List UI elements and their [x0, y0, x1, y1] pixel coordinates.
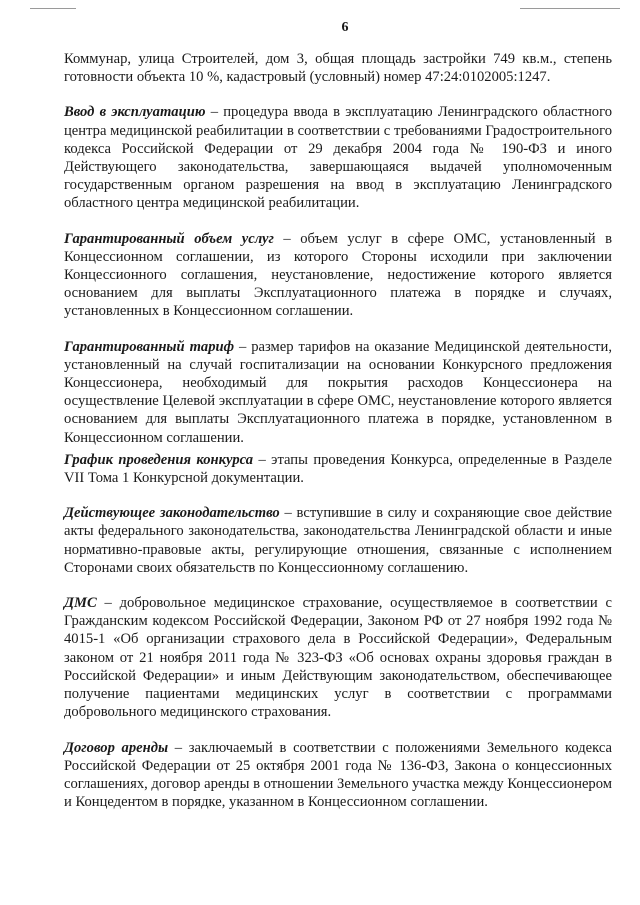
definition-current-legislation: [64, 504, 612, 577]
definition-text: – размер тарифов на оказание Медицинской деятельности, установленный на случай госпитализации на основании Конкурсного предложения Концессионера, необходимый для покрытия расходов Концессионера на осуществление Целевой эксплуатации в сфере ОМС, неустановление которого является основанием для выплаты Эксплуатационного платежа в порядке, установленном в Концессионном соглашении.: [64, 338, 613, 446]
definition-term: Действующее законодательство: [64, 505, 280, 522]
definition-text: – объем услуг в сфере ОМС, установленный в Концессионном соглашении, из которого Стороны исходили при заключении Концессионного соглашения, неустановление, недостижение которого является основанием для выплаты Эксплуатационного платежа в порядке и случаях, установленных в Концессионном соглашении.: [64, 230, 612, 320]
definition-commissioning: [64, 103, 612, 212]
definition-term: График проведения конкурса: [64, 451, 254, 468]
paragraph-continuation: [64, 50, 612, 86]
definition-term: Договор аренды: [64, 739, 169, 756]
definition-dms: [64, 594, 612, 721]
definition-competition-schedule: [64, 451, 612, 487]
definition-text: – заключаемый в соответствии с положениями Земельного кодекса Российской Федерации от 25 октября 2001 года № 136-ФЗ, Закона о концессионных соглашениях, договор аренды в отношении Земельного участка между Концессионером и Концедентом в порядке, указанном в Концессионном соглашении.: [64, 739, 613, 811]
definition-lease-agreement: [64, 739, 612, 812]
definition-term: Гарантированный тариф: [64, 338, 235, 355]
document-page: [64, 20, 612, 828]
definition-guaranteed-volume: [64, 230, 612, 321]
definition-term: Гарантированный объем услуг: [64, 230, 274, 247]
paragraph-text: Коммунар, улица Строителей, дом 3, общая площадь застройки 749 кв.м., степень готовности объекта 10 %, кадастровый (условный) номер 47:24:0102005:1247.: [64, 51, 612, 86]
definition-guaranteed-tariff: [64, 338, 612, 447]
definition-text: – вступившие в силу и сохраняющие свое действие акты федерального законодательства, законодательства Ленинградской области и иные нормативно-правовые акты, регулирующие отношения, связанные с исполнением Сторонами своих обязательств по Концессионному соглашению.: [64, 505, 613, 576]
definition-term: ДМС: [64, 595, 97, 612]
definition-term: Ввод в эксплуатацию: [64, 104, 206, 121]
scan-artifact-left: [30, 8, 76, 9]
definition-text: – добровольное медицинское страхование, осуществляемое в соответствии с Гражданским кодексом Российской Федерации, Законом РФ от 27 ноября 1992 года № 4015-1 «Об организации страхового дела в Российской Федерации», Федеральным законом от 21 ноября 2011 года № 323-ФЗ «Об основах охраны здоровья граждан в Российской Федерации» и иным Действующим законодательством, обеспечивающее получение пациентами медицинских услуг в соответствии с программами добровольного медицинского страхования.: [64, 595, 612, 721]
definition-text: – процедура ввода в эксплуатацию Ленинградского областного центра медицинской реабилитации в соответствии с требованиями Градостроительного кодекса Российской Федерации от 29 декабря 2004 года № 190-ФЗ и иного Действующего законодательства, завершающаяся выдачей уполномоченным государственным органом разрешения на ввод в эксплуатацию Ленинградского областного центра медицинской реабилитации.: [64, 104, 612, 212]
scan-artifact-right: [520, 8, 620, 9]
definition-text: – этапы проведения Конкурса, определенные в Разделе VII Тома 1 Конкурсной документации.: [64, 451, 613, 487]
page-number: 6: [341, 20, 349, 35]
